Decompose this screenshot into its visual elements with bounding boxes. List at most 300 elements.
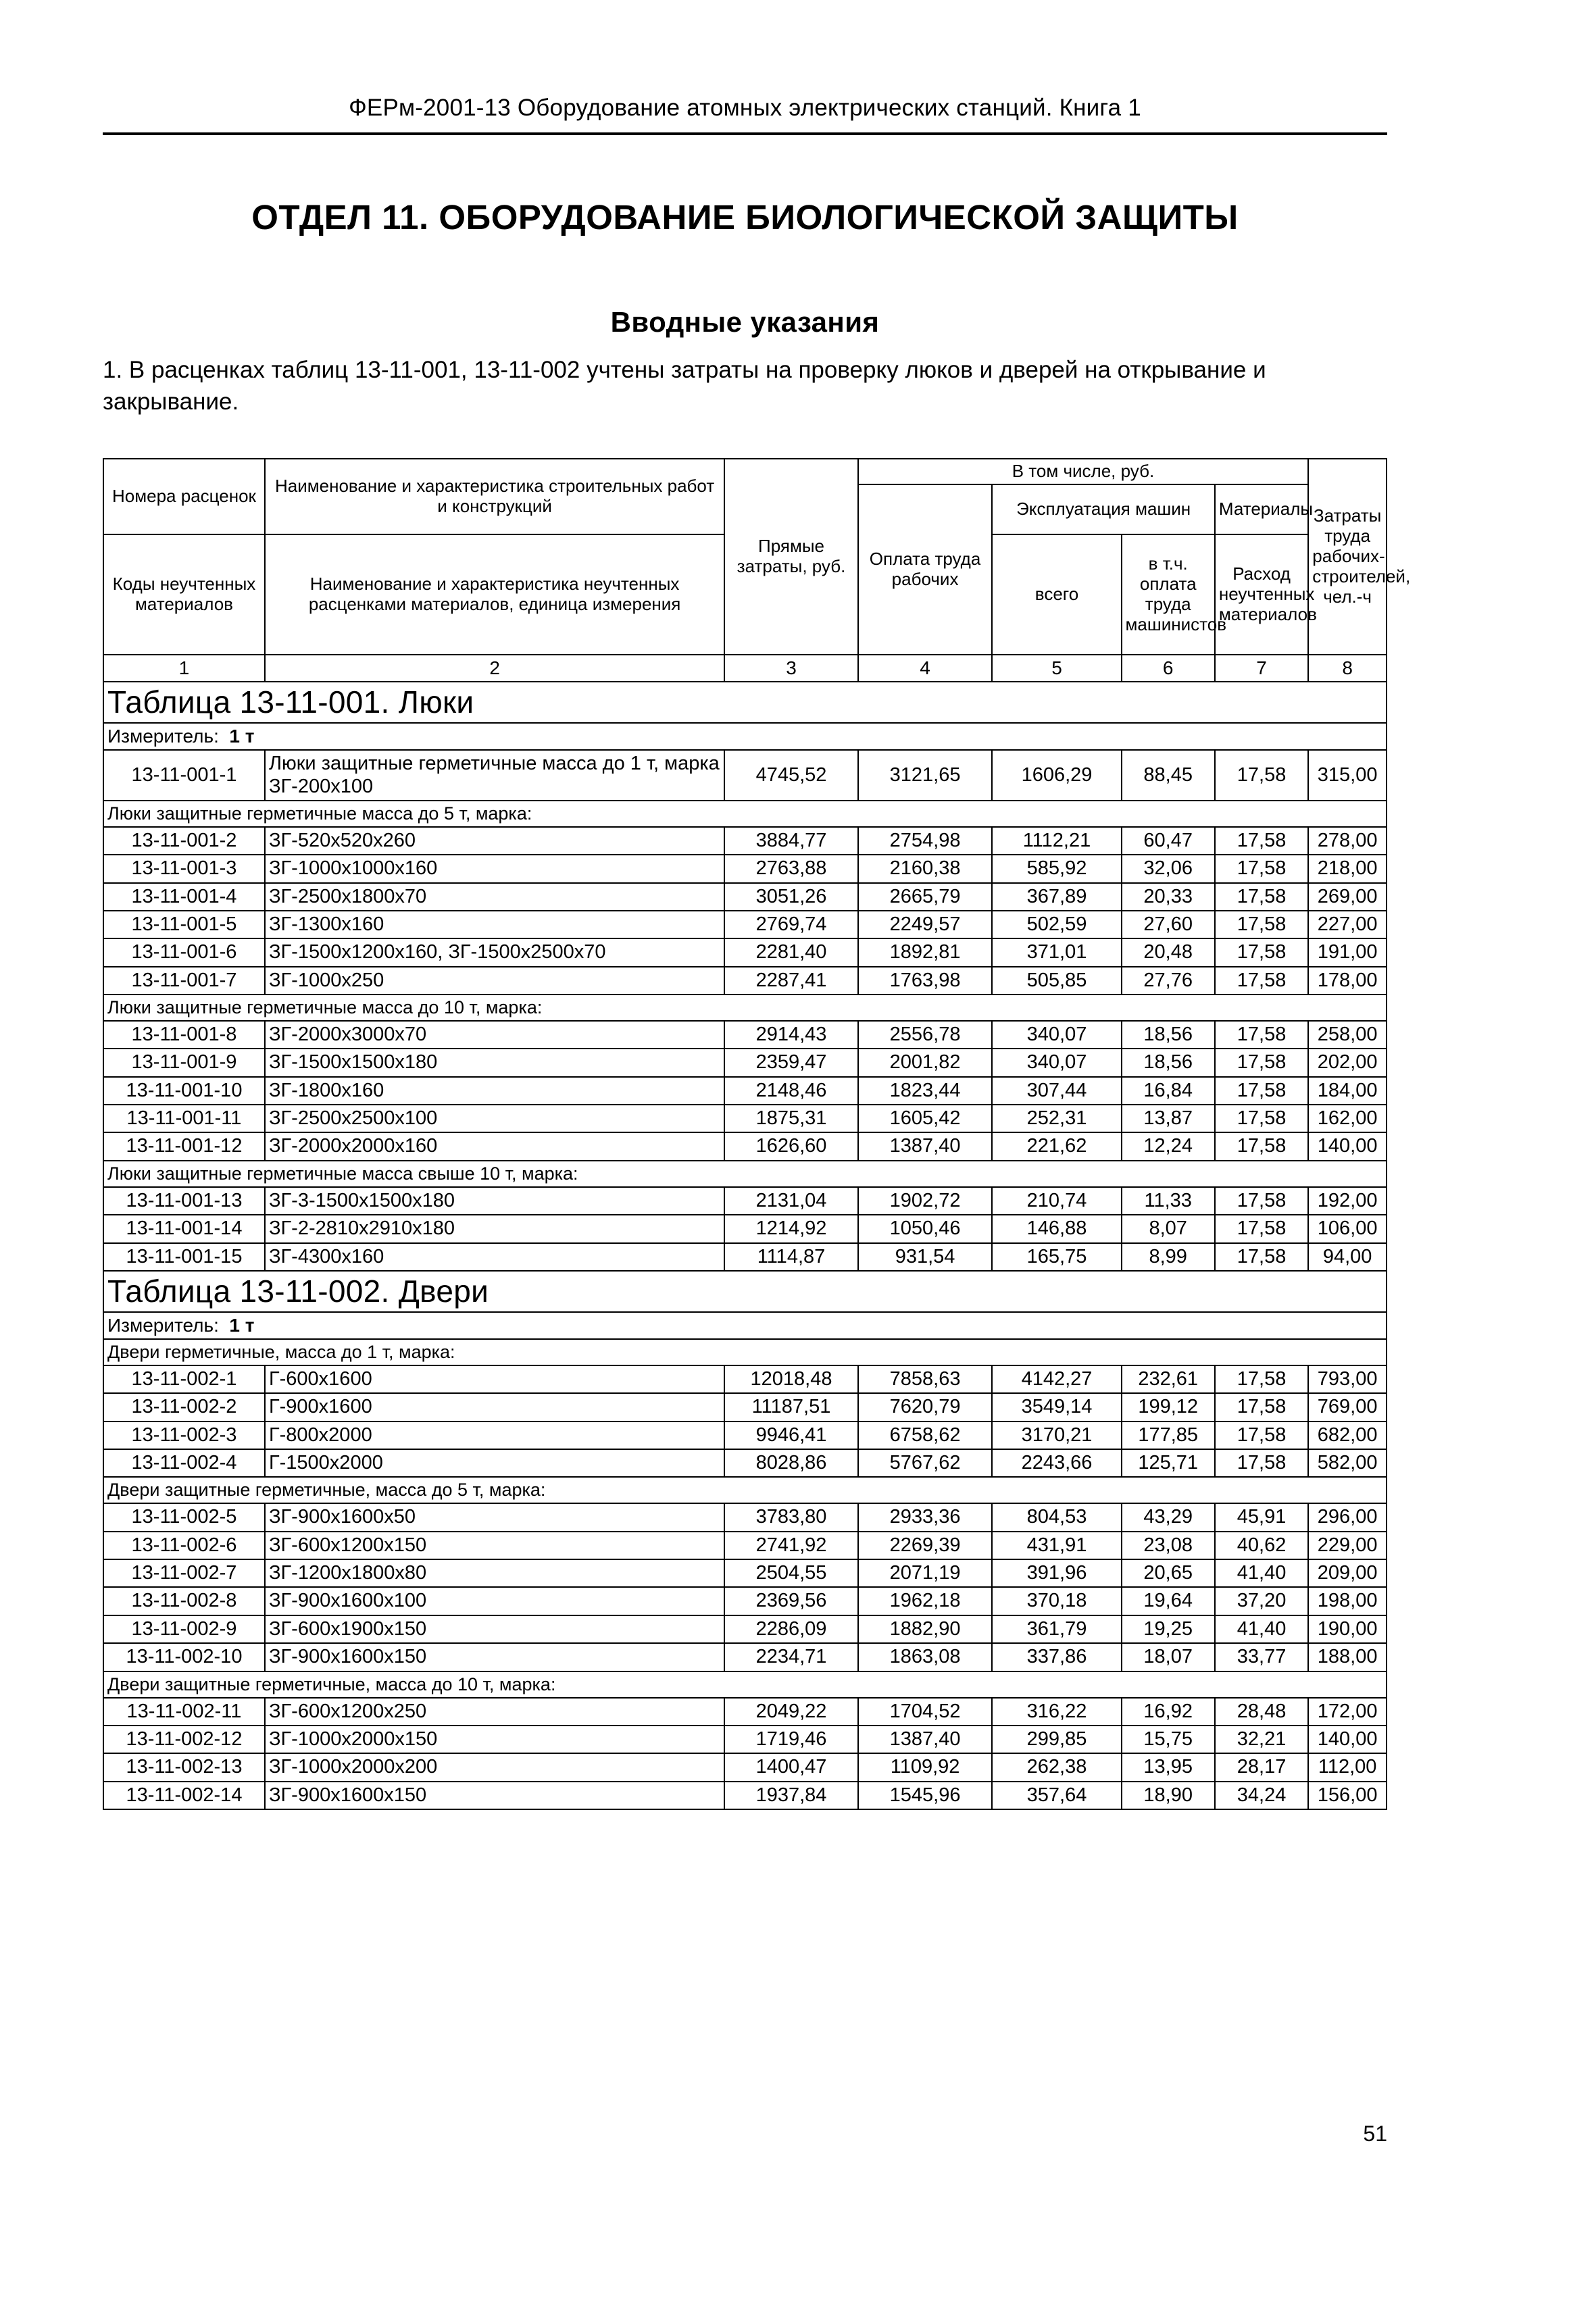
materials-cell: 17,58 [1215, 967, 1308, 995]
materials-cell: 17,58 [1215, 1132, 1308, 1160]
machine-total-cell: 357,64 [992, 1782, 1121, 1809]
materials-cell: 41,40 [1215, 1615, 1308, 1643]
worker-pay-cell: 1109,92 [858, 1753, 993, 1781]
machine-total-cell: 804,53 [992, 1503, 1121, 1531]
materials-cell: 34,24 [1215, 1782, 1308, 1809]
direct-costs-cell: 2504,55 [724, 1559, 857, 1587]
rate-code-cell: 13-11-001-7 [103, 967, 265, 995]
colnum-6: 6 [1122, 655, 1215, 682]
machinist-pay-cell: 20,65 [1122, 1559, 1215, 1587]
rate-code-cell: 13-11-001-2 [103, 827, 265, 855]
man-hours-cell: 278,00 [1308, 827, 1387, 855]
table-row [103, 1365, 1387, 1393]
group-header-row [103, 1339, 1387, 1365]
th-worker-pay: Оплата труда рабочих [858, 484, 993, 655]
machine-total-cell: 391,96 [992, 1559, 1121, 1587]
work-name-cell: ЗГ-3-1500х1500х180 [265, 1187, 724, 1215]
materials-cell: 17,58 [1215, 1187, 1308, 1215]
machine-total-cell: 299,85 [992, 1726, 1121, 1753]
machine-total-cell: 505,85 [992, 967, 1121, 995]
worker-pay-cell: 2754,98 [858, 827, 993, 855]
rate-code-cell: 13-11-002-10 [103, 1643, 265, 1671]
man-hours-cell: 191,00 [1308, 938, 1387, 966]
th-machine-total: всего [992, 534, 1121, 655]
colnum-8: 8 [1308, 655, 1387, 682]
rate-code-cell: 13-11-001-10 [103, 1077, 265, 1105]
work-name-cell: Люки защитные герметичные масса до 1 т, марка ЗГ-200х100 [265, 750, 724, 801]
worker-pay-cell: 1605,42 [858, 1105, 993, 1132]
colnum-2: 2 [265, 655, 724, 682]
table-row [103, 1532, 1387, 1559]
table-row [103, 1105, 1387, 1132]
table-row [103, 1726, 1387, 1753]
materials-cell: 17,58 [1215, 883, 1308, 911]
table-row [103, 1615, 1387, 1643]
rate-code-cell: 13-11-002-11 [103, 1698, 265, 1726]
work-name-cell: ЗГ-1300х160 [265, 911, 724, 938]
worker-pay-cell: 931,54 [858, 1243, 993, 1271]
measure-label: Измеритель: 1 т [103, 723, 1387, 750]
rate-code-cell: 13-11-001-9 [103, 1049, 265, 1076]
machinist-pay-cell: 12,24 [1122, 1132, 1215, 1160]
table-row [103, 855, 1387, 882]
worker-pay-cell: 1387,40 [858, 1132, 993, 1160]
direct-costs-cell: 2763,88 [724, 855, 857, 882]
th-materials: Материалы [1215, 484, 1308, 534]
table-caption-row [103, 1271, 1387, 1312]
direct-costs-cell: 4745,52 [724, 750, 857, 801]
th-codes-unaccounted: Коды неучтенных материалов [103, 534, 265, 655]
machinist-pay-cell: 88,45 [1122, 750, 1215, 801]
direct-costs-cell: 1400,47 [724, 1753, 857, 1781]
machinist-pay-cell: 19,25 [1122, 1615, 1215, 1643]
worker-pay-cell: 2269,39 [858, 1532, 993, 1559]
table-row [103, 1132, 1387, 1160]
work-name-cell: ЗГ-2500х1800х70 [265, 883, 724, 911]
worker-pay-cell: 2249,57 [858, 911, 993, 938]
machine-total-cell: 340,07 [992, 1021, 1121, 1049]
work-name-cell: ЗГ-1800х160 [265, 1077, 724, 1105]
machinist-pay-cell: 20,33 [1122, 883, 1215, 911]
machine-total-cell: 370,18 [992, 1587, 1121, 1615]
direct-costs-cell: 1937,84 [724, 1782, 857, 1809]
rate-code-cell: 13-11-001-5 [103, 911, 265, 938]
table-row [103, 1587, 1387, 1615]
direct-costs-cell: 2914,43 [724, 1021, 857, 1049]
direct-costs-cell: 3884,77 [724, 827, 857, 855]
work-name-cell: ЗГ-1500х1200х160, ЗГ-1500х2500х70 [265, 938, 724, 966]
man-hours-cell: 582,00 [1308, 1449, 1387, 1477]
th-machinist-pay: в т.ч. оплата труда машинистов [1122, 534, 1215, 655]
direct-costs-cell: 2286,09 [724, 1615, 857, 1643]
header-rule [103, 132, 1387, 135]
machine-total-cell: 221,62 [992, 1132, 1121, 1160]
th-including-rub: В том числе, руб. [858, 459, 1309, 484]
work-name-cell: ЗГ-900х1600х150 [265, 1643, 724, 1671]
worker-pay-cell: 2071,19 [858, 1559, 993, 1587]
worker-pay-cell: 2556,78 [858, 1021, 993, 1049]
measure-label: Измеритель: 1 т [103, 1312, 1387, 1339]
table-row [103, 1782, 1387, 1809]
materials-cell: 41,40 [1215, 1559, 1308, 1587]
group-header-label: Двери защитные герметичные, масса до 5 т, марка: [103, 1477, 1387, 1503]
machinist-pay-cell: 18,56 [1122, 1021, 1215, 1049]
work-name-cell: Г-900х1600 [265, 1393, 724, 1421]
machinist-pay-cell: 13,87 [1122, 1105, 1215, 1132]
colnum-4: 4 [858, 655, 993, 682]
materials-cell: 17,58 [1215, 1393, 1308, 1421]
rate-code-cell: 13-11-002-9 [103, 1615, 265, 1643]
work-name-cell: ЗГ-2-2810х2910х180 [265, 1215, 724, 1242]
machine-total-cell: 1112,21 [992, 827, 1121, 855]
worker-pay-cell: 2665,79 [858, 883, 993, 911]
machinist-pay-cell: 199,12 [1122, 1393, 1215, 1421]
man-hours-cell: 198,00 [1308, 1587, 1387, 1615]
group-header-label: Люки защитные герметичные масса до 10 т, марка: [103, 995, 1387, 1021]
machinist-pay-cell: 125,71 [1122, 1449, 1215, 1477]
machinist-pay-cell: 32,06 [1122, 855, 1215, 882]
machinist-pay-cell: 8,07 [1122, 1215, 1215, 1242]
intro-note: 1. В расценках таблиц 13-11-001, 13-11-002 учтены затраты на проверку люков и дверей на открывание и закрывание. [103, 357, 1266, 415]
worker-pay-cell: 1050,46 [858, 1215, 993, 1242]
man-hours-cell: 229,00 [1308, 1532, 1387, 1559]
table-row [103, 883, 1387, 911]
materials-cell: 17,58 [1215, 1422, 1308, 1449]
man-hours-cell: 140,00 [1308, 1132, 1387, 1160]
table-row [103, 827, 1387, 855]
man-hours-cell: 184,00 [1308, 1077, 1387, 1105]
work-name-cell: ЗГ-600х1900х150 [265, 1615, 724, 1643]
table-row [103, 1643, 1387, 1671]
rate-code-cell: 13-11-002-1 [103, 1365, 265, 1393]
work-name-cell: ЗГ-900х1600х150 [265, 1782, 724, 1809]
machinist-pay-cell: 16,92 [1122, 1698, 1215, 1726]
machine-total-cell: 361,79 [992, 1615, 1121, 1643]
materials-cell: 17,58 [1215, 1021, 1308, 1049]
machinist-pay-cell: 18,07 [1122, 1643, 1215, 1671]
th-material-consumption: Расход неучтенных материалов [1215, 534, 1308, 655]
worker-pay-cell: 1892,81 [858, 938, 993, 966]
direct-costs-cell: 11187,51 [724, 1393, 857, 1421]
section-title: ОТДЕЛ 11. ОБОРУДОВАНИЕ БИОЛОГИЧЕСКОЙ ЗАЩИТЫ [251, 198, 1239, 237]
man-hours-cell: 94,00 [1308, 1243, 1387, 1271]
group-header-row [103, 1161, 1387, 1187]
th-unaccounted-materials-name: Наименование и характеристика неучтенных расценками материалов, единица измерения [265, 534, 724, 655]
group-header-label: Двери защитные герметичные, масса до 10 т, марка: [103, 1671, 1387, 1698]
direct-costs-cell: 2769,74 [724, 911, 857, 938]
worker-pay-cell: 1863,08 [858, 1643, 993, 1671]
worker-pay-cell: 1902,72 [858, 1187, 993, 1215]
direct-costs-cell: 2287,41 [724, 967, 857, 995]
table-head [103, 459, 1411, 682]
machine-total-cell: 337,86 [992, 1643, 1121, 1671]
measure-row [103, 723, 1387, 750]
work-name-cell: ЗГ-900х1600х100 [265, 1587, 724, 1615]
direct-costs-cell: 1114,87 [724, 1243, 857, 1271]
table-row [103, 1503, 1387, 1531]
worker-pay-cell: 5767,62 [858, 1449, 993, 1477]
work-name-cell: ЗГ-2500х2500х100 [265, 1105, 724, 1132]
materials-cell: 45,91 [1215, 1503, 1308, 1531]
man-hours-cell: 296,00 [1308, 1503, 1387, 1531]
materials-cell: 17,58 [1215, 938, 1308, 966]
materials-cell: 37,20 [1215, 1587, 1308, 1615]
worker-pay-cell: 6758,62 [858, 1422, 993, 1449]
materials-cell: 17,58 [1215, 1077, 1308, 1105]
direct-costs-cell: 1214,92 [724, 1215, 857, 1242]
table-row [103, 1559, 1387, 1587]
work-name-cell: Г-1500х2000 [265, 1449, 724, 1477]
man-hours-cell: 106,00 [1308, 1215, 1387, 1242]
rate-code-cell: 13-11-001-8 [103, 1021, 265, 1049]
direct-costs-cell: 1875,31 [724, 1105, 857, 1132]
direct-costs-cell: 2148,46 [724, 1077, 857, 1105]
man-hours-cell: 269,00 [1308, 883, 1387, 911]
table-row [103, 1243, 1387, 1271]
work-name-cell: Г-600х1600 [265, 1365, 724, 1393]
machine-total-cell: 165,75 [992, 1243, 1121, 1271]
rate-code-cell: 13-11-001-13 [103, 1187, 265, 1215]
table-row [103, 1393, 1387, 1421]
work-name-cell: ЗГ-900х1600х50 [265, 1503, 724, 1531]
man-hours-cell: 218,00 [1308, 855, 1387, 882]
work-name-cell: ЗГ-1500х1500х180 [265, 1049, 724, 1076]
subsection-title: Вводные указания [610, 305, 880, 338]
rate-code-cell: 13-11-002-8 [103, 1587, 265, 1615]
group-header-label: Люки защитные герметичные масса свыше 10 т, марка: [103, 1161, 1387, 1187]
th-rate-numbers: Номера расценок [103, 459, 265, 534]
machinist-pay-cell: 232,61 [1122, 1365, 1215, 1393]
page-number: 51 [1363, 2121, 1387, 2146]
group-header-row [103, 801, 1387, 827]
machine-total-cell: 340,07 [992, 1049, 1121, 1076]
worker-pay-cell: 1704,52 [858, 1698, 993, 1726]
man-hours-cell: 315,00 [1308, 750, 1387, 801]
materials-cell: 28,48 [1215, 1698, 1308, 1726]
direct-costs-cell: 2741,92 [724, 1532, 857, 1559]
machine-total-cell: 1606,29 [992, 750, 1121, 801]
machinist-pay-cell: 15,75 [1122, 1726, 1215, 1753]
direct-costs-cell: 9946,41 [724, 1422, 857, 1449]
machinist-pay-cell: 18,56 [1122, 1049, 1215, 1076]
direct-costs-cell: 1719,46 [724, 1726, 857, 1753]
colnum-7: 7 [1215, 655, 1308, 682]
rate-code-cell: 13-11-002-5 [103, 1503, 265, 1531]
man-hours-cell: 172,00 [1308, 1698, 1387, 1726]
machine-total-cell: 431,91 [992, 1532, 1121, 1559]
work-name-cell: ЗГ-1000х2000х150 [265, 1726, 724, 1753]
man-hours-cell: 258,00 [1308, 1021, 1387, 1049]
work-name-cell: Г-800х2000 [265, 1422, 724, 1449]
th-machine-operation: Эксплуатация машин [992, 484, 1214, 534]
machine-total-cell: 307,44 [992, 1077, 1121, 1105]
materials-cell: 33,77 [1215, 1643, 1308, 1671]
rates-table-wrapper [103, 458, 1411, 1810]
man-hours-cell: 793,00 [1308, 1365, 1387, 1393]
machine-total-cell: 585,92 [992, 855, 1121, 882]
materials-cell: 32,21 [1215, 1726, 1308, 1753]
man-hours-cell: 682,00 [1308, 1422, 1387, 1449]
direct-costs-cell: 8028,86 [724, 1449, 857, 1477]
work-name-cell: ЗГ-520х520х260 [265, 827, 724, 855]
work-name-cell: ЗГ-1000х2000х200 [265, 1753, 724, 1781]
machine-total-cell: 371,01 [992, 938, 1121, 966]
header-row-1 [103, 459, 1387, 484]
work-name-cell: ЗГ-1000х1000х160 [265, 855, 724, 882]
machinist-pay-cell: 11,33 [1122, 1187, 1215, 1215]
group-header-label: Люки защитные герметичные масса до 5 т, марка: [103, 801, 1387, 827]
rate-code-cell: 13-11-002-2 [103, 1393, 265, 1421]
colnum-1: 1 [103, 655, 265, 682]
machine-total-cell: 316,22 [992, 1698, 1121, 1726]
machine-total-cell: 4142,27 [992, 1365, 1121, 1393]
worker-pay-cell: 1763,98 [858, 967, 993, 995]
direct-costs-cell: 3051,26 [724, 883, 857, 911]
rate-code-cell: 13-11-001-11 [103, 1105, 265, 1132]
work-name-cell: ЗГ-600х1200х150 [265, 1532, 724, 1559]
work-name-cell: ЗГ-1200х1800х80 [265, 1559, 724, 1587]
table-row [103, 1215, 1387, 1242]
materials-cell: 40,62 [1215, 1532, 1308, 1559]
machine-total-cell: 2243,66 [992, 1449, 1121, 1477]
man-hours-cell: 209,00 [1308, 1559, 1387, 1587]
rates-table [103, 458, 1411, 1810]
rate-code-cell: 13-11-002-14 [103, 1782, 265, 1809]
rate-code-cell: 13-11-002-13 [103, 1753, 265, 1781]
th-work-name: Наименование и характеристика строительных работ и конструкций [265, 459, 724, 534]
machinist-pay-cell: 19,64 [1122, 1587, 1215, 1615]
th-direct-costs: Прямые затраты, руб. [724, 459, 857, 655]
work-name-cell: ЗГ-2000х3000х70 [265, 1021, 724, 1049]
materials-cell: 17,58 [1215, 1449, 1308, 1477]
table-caption: Таблица 13-11-002. Двери [103, 1271, 1387, 1312]
materials-cell: 17,58 [1215, 750, 1308, 801]
table-row [103, 1753, 1387, 1781]
table-row [103, 938, 1387, 966]
materials-cell: 17,58 [1215, 1049, 1308, 1076]
table-row [103, 1049, 1387, 1076]
direct-costs-cell: 1626,60 [724, 1132, 857, 1160]
machinist-pay-cell: 27,76 [1122, 967, 1215, 995]
th-labor-man-hours: Затраты труда рабочих-строителей, чел.-ч [1308, 459, 1387, 655]
table-body [103, 682, 1387, 1809]
direct-costs-cell: 2369,56 [724, 1587, 857, 1615]
man-hours-cell: 192,00 [1308, 1187, 1387, 1215]
materials-cell: 28,17 [1215, 1753, 1308, 1781]
table-row [103, 750, 1387, 801]
group-header-label: Двери герметичные, масса до 1 т, марка: [103, 1339, 1387, 1365]
machinist-pay-cell: 27,60 [1122, 911, 1215, 938]
work-name-cell: ЗГ-2000х2000х160 [265, 1132, 724, 1160]
table-row [103, 1077, 1387, 1105]
direct-costs-cell: 2049,22 [724, 1698, 857, 1726]
direct-costs-cell: 2281,40 [724, 938, 857, 966]
machinist-pay-cell: 177,85 [1122, 1422, 1215, 1449]
table-row [103, 1187, 1387, 1215]
column-number-row [103, 655, 1387, 682]
worker-pay-cell: 1962,18 [858, 1587, 993, 1615]
man-hours-cell: 112,00 [1308, 1753, 1387, 1781]
group-header-row [103, 1671, 1387, 1698]
man-hours-cell: 227,00 [1308, 911, 1387, 938]
machine-total-cell: 252,31 [992, 1105, 1121, 1132]
man-hours-cell: 202,00 [1308, 1049, 1387, 1076]
worker-pay-cell: 2001,82 [858, 1049, 993, 1076]
table-caption-row [103, 682, 1387, 723]
direct-costs-cell: 12018,48 [724, 1365, 857, 1393]
materials-cell: 17,58 [1215, 911, 1308, 938]
man-hours-cell: 190,00 [1308, 1615, 1387, 1643]
table-row [103, 1021, 1387, 1049]
table-row [103, 1698, 1387, 1726]
man-hours-cell: 188,00 [1308, 1643, 1387, 1671]
machinist-pay-cell: 16,84 [1122, 1077, 1215, 1105]
table-row [103, 1422, 1387, 1449]
machinist-pay-cell: 43,29 [1122, 1503, 1215, 1531]
rate-code-cell: 13-11-002-4 [103, 1449, 265, 1477]
rate-code-cell: 13-11-001-15 [103, 1243, 265, 1271]
machine-total-cell: 3170,21 [992, 1422, 1121, 1449]
measure-row [103, 1312, 1387, 1339]
machine-total-cell: 146,88 [992, 1215, 1121, 1242]
machine-total-cell: 262,38 [992, 1753, 1121, 1781]
machine-total-cell: 3549,14 [992, 1393, 1121, 1421]
colnum-3: 3 [724, 655, 857, 682]
materials-cell: 17,58 [1215, 827, 1308, 855]
man-hours-cell: 156,00 [1308, 1782, 1387, 1809]
rate-code-cell: 13-11-002-3 [103, 1422, 265, 1449]
worker-pay-cell: 7858,63 [858, 1365, 993, 1393]
machinist-pay-cell: 8,99 [1122, 1243, 1215, 1271]
materials-cell: 17,58 [1215, 855, 1308, 882]
worker-pay-cell: 2160,38 [858, 855, 993, 882]
man-hours-cell: 140,00 [1308, 1726, 1387, 1753]
rate-code-cell: 13-11-001-1 [103, 750, 265, 801]
direct-costs-cell: 2359,47 [724, 1049, 857, 1076]
man-hours-cell: 178,00 [1308, 967, 1387, 995]
colnum-5: 5 [992, 655, 1121, 682]
table-row [103, 1449, 1387, 1477]
worker-pay-cell: 1823,44 [858, 1077, 993, 1105]
table-caption: Таблица 13-11-001. Люки [103, 682, 1387, 723]
work-name-cell: ЗГ-600х1200х250 [265, 1698, 724, 1726]
man-hours-cell: 162,00 [1308, 1105, 1387, 1132]
work-name-cell: ЗГ-1000х250 [265, 967, 724, 995]
machinist-pay-cell: 20,48 [1122, 938, 1215, 966]
group-header-row [103, 1477, 1387, 1503]
machinist-pay-cell: 18,90 [1122, 1782, 1215, 1809]
direct-costs-cell: 3783,80 [724, 1503, 857, 1531]
machine-total-cell: 210,74 [992, 1187, 1121, 1215]
machinist-pay-cell: 23,08 [1122, 1532, 1215, 1559]
rate-code-cell: 13-11-001-3 [103, 855, 265, 882]
rate-code-cell: 13-11-001-14 [103, 1215, 265, 1242]
machinist-pay-cell: 13,95 [1122, 1753, 1215, 1781]
materials-cell: 17,58 [1215, 1105, 1308, 1132]
man-hours-cell: 769,00 [1308, 1393, 1387, 1421]
rate-code-cell: 13-11-001-6 [103, 938, 265, 966]
machine-total-cell: 502,59 [992, 911, 1121, 938]
direct-costs-cell: 2234,71 [724, 1643, 857, 1671]
rate-code-cell: 13-11-002-6 [103, 1532, 265, 1559]
worker-pay-cell: 7620,79 [858, 1393, 993, 1421]
worker-pay-cell: 1387,40 [858, 1726, 993, 1753]
table-row [103, 911, 1387, 938]
materials-cell: 17,58 [1215, 1365, 1308, 1393]
rate-code-cell: 13-11-002-12 [103, 1726, 265, 1753]
materials-cell: 17,58 [1215, 1215, 1308, 1242]
rate-code-cell: 13-11-001-12 [103, 1132, 265, 1160]
